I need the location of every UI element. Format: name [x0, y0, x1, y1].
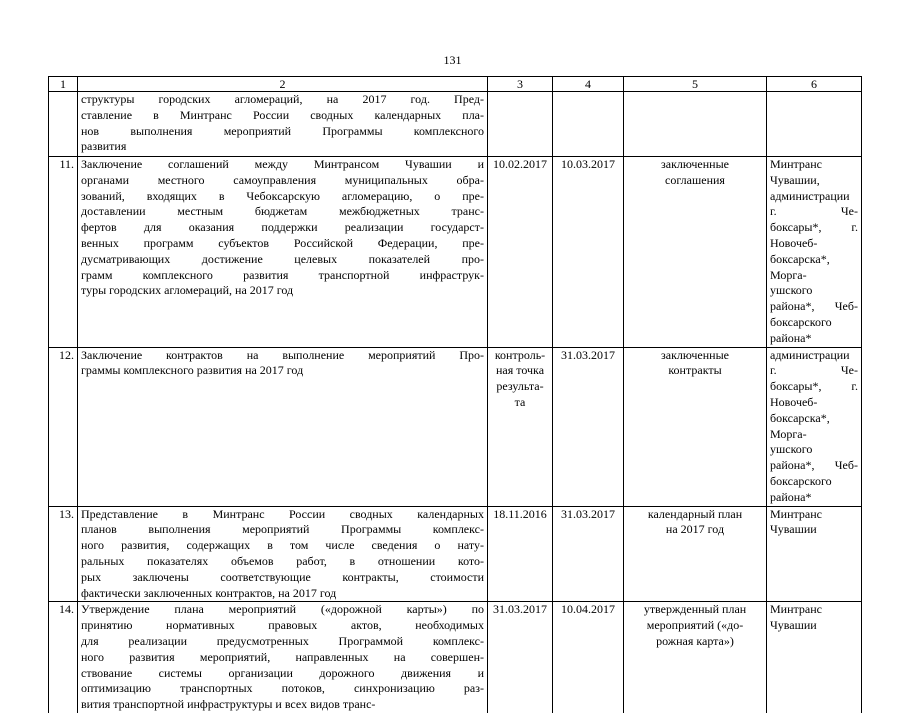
responsible-line: администрации г. Че- — [770, 347, 858, 378]
description-line: органами местного самоуправления муниципальных обра- — [81, 172, 484, 187]
description-line: туры городских агломераций, на 2017 год — [81, 283, 294, 298]
description-line: Утверждение плана мероприятий («дорожной карты») по — [81, 602, 484, 617]
result-line: контракты — [668, 363, 722, 378]
end-date: 10.03.2017 — [553, 157, 624, 348]
row-number: 13. — [49, 506, 78, 602]
table-row — [49, 92, 862, 157]
result — [624, 157, 767, 348]
description-line: дусматривающих достижение целевых показателей про- — [81, 251, 484, 266]
description-line: Заключение контрактов на выполнение мероприятий Про- — [81, 347, 484, 362]
responsible-line: боксарска*, Морга- — [770, 410, 830, 441]
start-date — [488, 602, 553, 713]
row-number: 14. — [49, 602, 78, 713]
event-description — [78, 602, 488, 713]
description-line: грамм комплексного развития транспортной инфраструк- — [81, 267, 484, 282]
responsible-line: боксарского района* — [770, 473, 832, 504]
row-number — [49, 92, 78, 157]
description-line: доставлении местным бюджетам межбюджетных транс- — [81, 204, 484, 219]
table-body — [49, 92, 862, 713]
description-line: граммы комплексного развития на 2017 год — [81, 363, 304, 378]
responsible-line: боксары*, г. Новочеб- — [770, 220, 858, 250]
result-line: календарный план — [647, 506, 743, 521]
result-line: мероприятий («до- — [646, 618, 744, 633]
description-line: ствование системы организации дорожного движения и — [81, 665, 484, 680]
table-row — [49, 506, 862, 602]
responsible — [767, 92, 862, 157]
responsible-line: боксарского района* — [770, 314, 832, 345]
responsible-line: Минтранс Чувашии — [770, 602, 822, 633]
table-header-row — [49, 77, 862, 92]
result — [624, 347, 767, 506]
description-line: ного развития, содержащих в том числе сведения о нату- — [81, 538, 484, 553]
result — [624, 602, 767, 713]
result-line: утвержденный план — [643, 602, 747, 617]
row-number: 12. — [49, 347, 78, 506]
responsible-line: боксарска*, Морга- — [770, 251, 830, 282]
result-line: заключенные — [661, 157, 729, 171]
description-line: оптимизацию транспортных потоков, синхронизацию раз- — [81, 681, 484, 696]
result-line: рожная карта») — [656, 633, 734, 648]
start-date-line: 10.02.2017 — [493, 157, 547, 171]
start-date — [488, 92, 553, 157]
description-line: планов выполнения мероприятий Программы комплекс- — [81, 522, 484, 537]
description-line: структуры городских агломераций, на 2017 год. Пред- — [81, 92, 484, 106]
event-description — [78, 92, 488, 157]
responsible-line: администрации г. Че- — [770, 188, 858, 219]
event-description — [78, 506, 488, 602]
start-date-line: контроль- — [494, 347, 546, 362]
description-line: для реализации предусмотренных Программой комплекс- — [81, 633, 484, 648]
description-line: зований, входящих в Чебоксарскую агломерацию, о пре- — [81, 188, 484, 203]
start-date-line: ная точка — [495, 363, 545, 378]
table-row — [49, 347, 862, 506]
end-date: 31.03.2017 — [553, 506, 624, 602]
column-header: 5 — [624, 77, 767, 92]
event-description — [78, 157, 488, 348]
column-header: 6 — [767, 77, 862, 92]
table-row — [49, 602, 862, 713]
description-line: ставление в Минтранс России сводных календарных пла- — [81, 107, 484, 122]
table-row — [49, 157, 862, 348]
event-description — [78, 347, 488, 506]
start-date — [488, 347, 553, 506]
end-date: 10.04.2017 — [553, 602, 624, 713]
description-line: вития транспортной инфраструктуры и всех видов транс- — [81, 697, 376, 712]
result-line: соглашения — [665, 172, 725, 187]
responsible-line: ушского района*, Чеб- — [770, 442, 858, 473]
description-line: нов выполнения мероприятий Программы комплексного — [81, 123, 484, 138]
description-line: развития — [81, 139, 127, 154]
responsible-line: боксары*, г. Новочеб- — [770, 379, 858, 409]
result-line: заключенные — [661, 347, 729, 362]
page-number: 131 — [443, 53, 462, 67]
description-line: Заключение соглашений между Минтрансом Чувашии и — [81, 157, 484, 171]
description-line: фертов для оказания поддержки реализации государст- — [81, 220, 484, 235]
start-date-line: результа- — [496, 379, 544, 394]
description-line: Представление в Минтранс России сводных календарных — [81, 506, 484, 521]
end-date: 31.03.2017 — [553, 347, 624, 506]
column-header: 3 — [488, 77, 553, 92]
start-date-line: 31.03.2017 — [493, 602, 547, 617]
result — [624, 506, 767, 602]
responsible — [767, 506, 862, 602]
column-header: 1 — [49, 77, 78, 92]
responsible-line: Минтранс Чувашии — [770, 506, 822, 537]
start-date — [488, 506, 553, 602]
responsible — [767, 157, 862, 348]
start-date-line: та — [514, 394, 526, 409]
column-header: 4 — [553, 77, 624, 92]
start-date — [488, 157, 553, 348]
description-line: рых заключены соответствующие контракты, стоимости — [81, 569, 484, 584]
description-line: принятию нормативных правовых актов, необходимых — [81, 618, 484, 633]
responsible — [767, 347, 862, 506]
description-line: ного развития мероприятий, направленных на совершен- — [81, 649, 484, 664]
result-line: на 2017 год — [665, 522, 725, 537]
responsible — [767, 602, 862, 713]
end-date — [553, 92, 624, 157]
description-line: фактически заключенных контрактов, на 2017 год — [81, 585, 337, 600]
column-header: 2 — [78, 77, 488, 92]
responsible-line: Минтранс Чувашии, — [770, 157, 822, 187]
result — [624, 92, 767, 157]
description-line: венных программ субъектов Российской Федерации, пре- — [81, 235, 484, 250]
row-number: 11. — [49, 157, 78, 348]
description-line: ральных показателях объемов работ, в отношении кото- — [81, 553, 484, 568]
start-date-line: 18.11.2016 — [493, 506, 547, 521]
responsible-line: ушского района*, Чеб- — [770, 283, 858, 314]
events-table — [48, 76, 862, 713]
